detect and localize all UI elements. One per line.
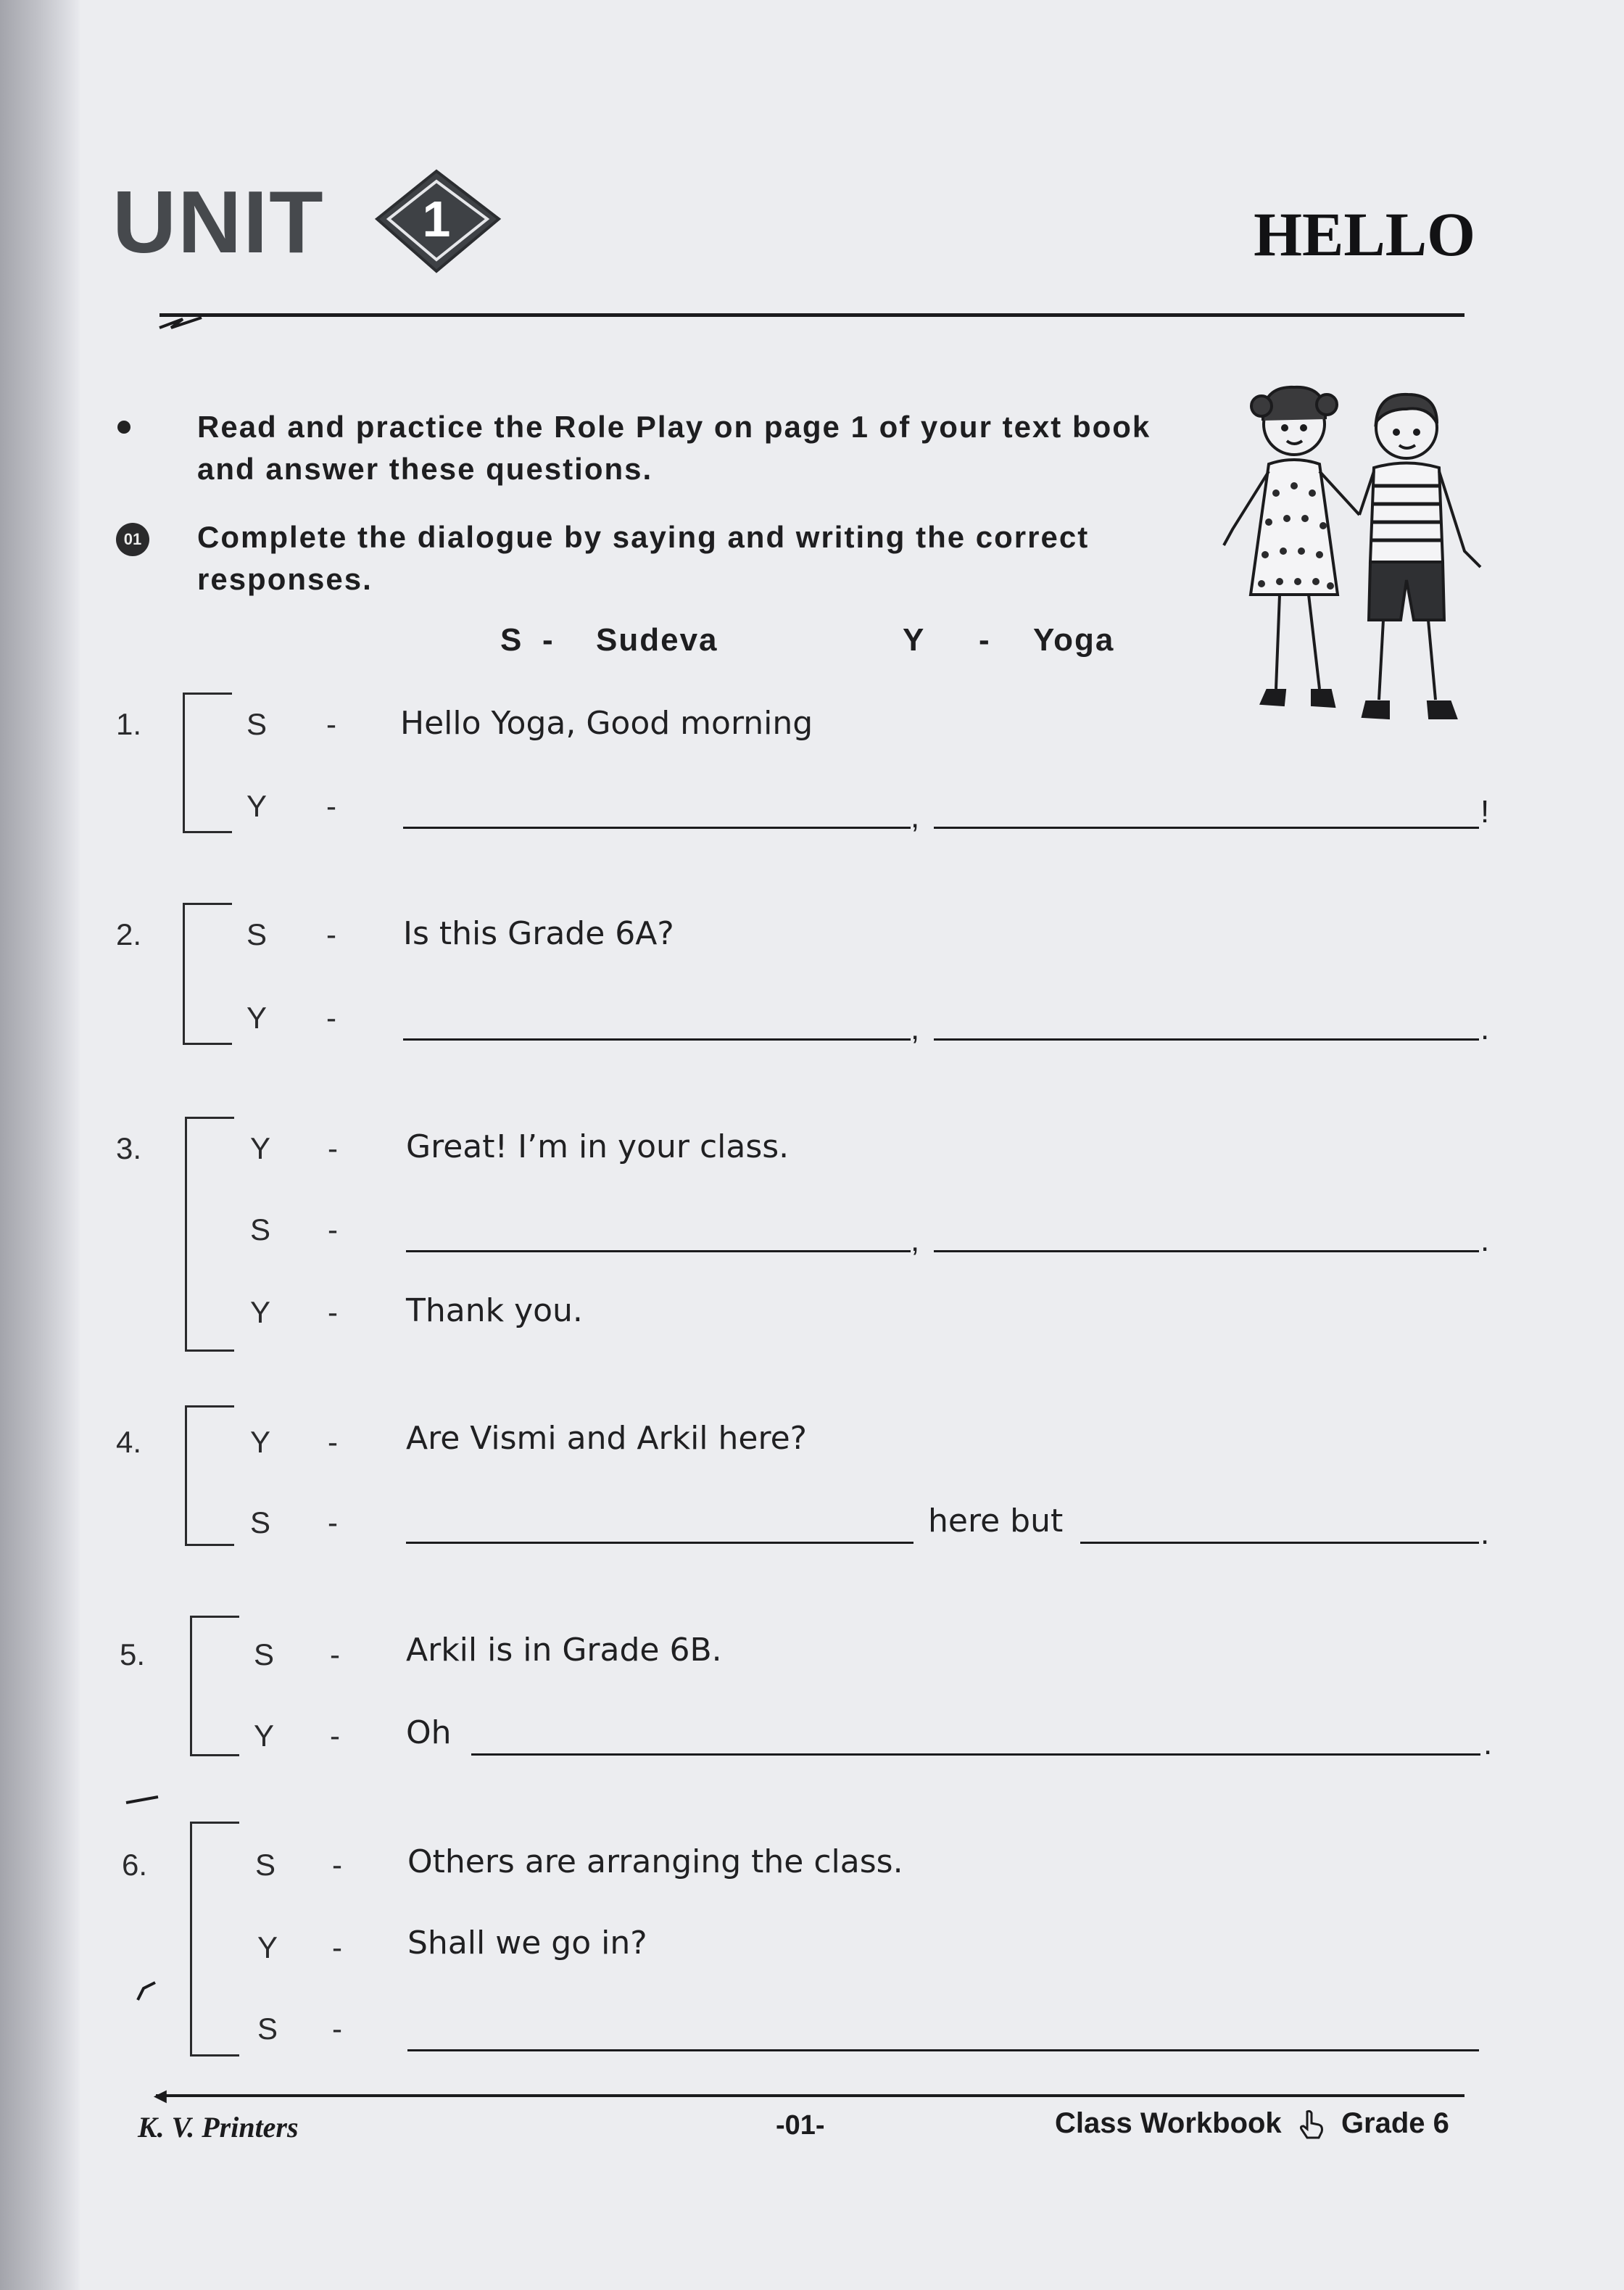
speaker-dash: - — [328, 1295, 338, 1329]
answer-blank[interactable] — [1080, 1542, 1479, 1544]
end-punctuation: ! — [1480, 794, 1490, 830]
dialogue-connector-text: here but — [928, 1502, 1064, 1539]
comma-mark: , — [911, 1011, 920, 1046]
comma-mark: , — [911, 799, 920, 835]
dialogue-line: Thank you. — [406, 1292, 583, 1329]
children-illustration — [1211, 377, 1494, 754]
title-underline — [160, 313, 1464, 317]
dialogue-line: Arkil is in Grade 6B. — [406, 1632, 722, 1669]
speaker-dash: - — [326, 789, 336, 823]
pen-tick-mark — [133, 1978, 160, 2004]
speaker-label: S — [257, 2012, 278, 2046]
page-number: -01- — [776, 2110, 825, 2141]
dialogue-bracket — [185, 1117, 234, 1352]
answer-blank[interactable] — [406, 1250, 911, 1252]
dialogue-bracket — [185, 1405, 234, 1546]
dialogue-line: Others are arranging the class. — [407, 1843, 903, 1880]
answer-blank[interactable] — [471, 1753, 1480, 1756]
footer-arrow-icon: ◄ — [149, 2084, 171, 2108]
speaker-dash: - — [326, 707, 336, 741]
question-1-instruction: Complete the dialogue by saying and writing the correct responses. — [197, 520, 1090, 596]
speaker-dash: - — [330, 1719, 340, 1753]
end-punctuation: . — [1480, 1011, 1490, 1046]
speaker-dash: - — [332, 2012, 342, 2046]
speaker-label: Y — [250, 1131, 271, 1165]
question-number-badge: 01 — [116, 523, 149, 556]
speaker-label: S — [250, 1505, 271, 1539]
speaker-label: S — [250, 1212, 271, 1247]
speaker-label: Y — [250, 1425, 271, 1459]
page-title: HELLO — [1254, 199, 1475, 269]
answer-blank[interactable] — [934, 827, 1479, 829]
unit-label: UNIT — [112, 173, 325, 271]
workbook-page — [80, 0, 1624, 2290]
speaker-label: Y — [254, 1719, 275, 1753]
underline-flourish — [158, 312, 209, 334]
dialogue-bracket — [183, 903, 232, 1045]
answer-blank[interactable] — [407, 2049, 1479, 2051]
dialogue-line: Is this Grade 6A? — [403, 915, 674, 952]
footer-rule — [156, 2094, 1464, 2097]
speaker-label: S — [254, 1637, 275, 1671]
speaker-dash: - — [328, 1425, 338, 1459]
dialogue-number: 1. — [116, 707, 142, 741]
speaker-dash: - — [326, 917, 336, 951]
speaker-label: Y — [250, 1295, 271, 1329]
publisher-name: K. V. Printers — [138, 2111, 299, 2144]
dialogue-line: Great! I’m in your class. — [406, 1128, 790, 1165]
answer-blank[interactable] — [403, 1038, 911, 1041]
intro-instruction: Read and practice the Role Play on page 1 of your text book and answer these questions. — [197, 410, 1151, 486]
end-punctuation: . — [1480, 1516, 1490, 1551]
hand-pointer-icon — [1297, 2109, 1326, 2141]
answer-blank[interactable] — [403, 827, 911, 829]
key-y-dash: - — [979, 622, 991, 658]
dialogue-bracket — [190, 1822, 239, 2057]
key-s-name: Sudeva — [596, 622, 718, 658]
speaker-dash: - — [332, 1848, 342, 1882]
unit-number-badge — [371, 167, 503, 276]
speaker-label: Y — [246, 789, 268, 823]
speaker-dash: - — [328, 1505, 338, 1539]
dialogue-line: Hello Yoga, Good morning — [400, 705, 813, 742]
comma-mark: , — [911, 1223, 920, 1258]
dialogue-number: 5. — [120, 1637, 146, 1671]
grade-label: Grade 6 — [1341, 2107, 1449, 2139]
speaker-dash: - — [332, 1930, 342, 1964]
dialogue-bracket — [183, 693, 232, 833]
book-title: Class Workbook — [1055, 2107, 1282, 2139]
speaker-dash: - — [326, 1001, 336, 1035]
bullet-dot — [117, 421, 130, 434]
dialogue-line: Shall we go in? — [407, 1925, 647, 1962]
answer-blank[interactable] — [406, 1542, 914, 1544]
answer-blank[interactable] — [934, 1038, 1479, 1041]
speaker-label: Y — [246, 1001, 268, 1035]
end-punctuation: . — [1483, 1726, 1493, 1761]
dialogue-number: 2. — [116, 917, 142, 951]
book-spine-shadow — [0, 0, 80, 2290]
footer-book-info — [1055, 2107, 1449, 2141]
dialogue-line: Oh — [406, 1714, 452, 1751]
key-y-name: Yoga — [1033, 622, 1115, 658]
dialogue-line: Are Vismi and Arkil here? — [406, 1420, 808, 1457]
dialogue-number: 4. — [116, 1425, 142, 1459]
pen-stroke-mark — [123, 1793, 167, 1807]
unit-number: 1 — [422, 191, 451, 247]
dialogue-number: 3. — [116, 1131, 142, 1165]
speaker-label: S — [246, 917, 268, 951]
speaker-dash: - — [330, 1637, 340, 1671]
dialogue-number: 6. — [122, 1848, 148, 1882]
speaker-label: S — [255, 1848, 276, 1882]
key-s-dash: - — [542, 622, 555, 658]
answer-blank[interactable] — [934, 1250, 1479, 1252]
speaker-dash: - — [328, 1212, 338, 1247]
key-s-letter: S — [500, 622, 523, 658]
key-y-letter: Y — [903, 622, 926, 658]
speaker-label: S — [246, 707, 268, 741]
dialogue-bracket — [190, 1616, 239, 1756]
speaker-label: Y — [257, 1930, 278, 1964]
speaker-dash: - — [328, 1131, 338, 1165]
end-punctuation: . — [1480, 1223, 1490, 1258]
